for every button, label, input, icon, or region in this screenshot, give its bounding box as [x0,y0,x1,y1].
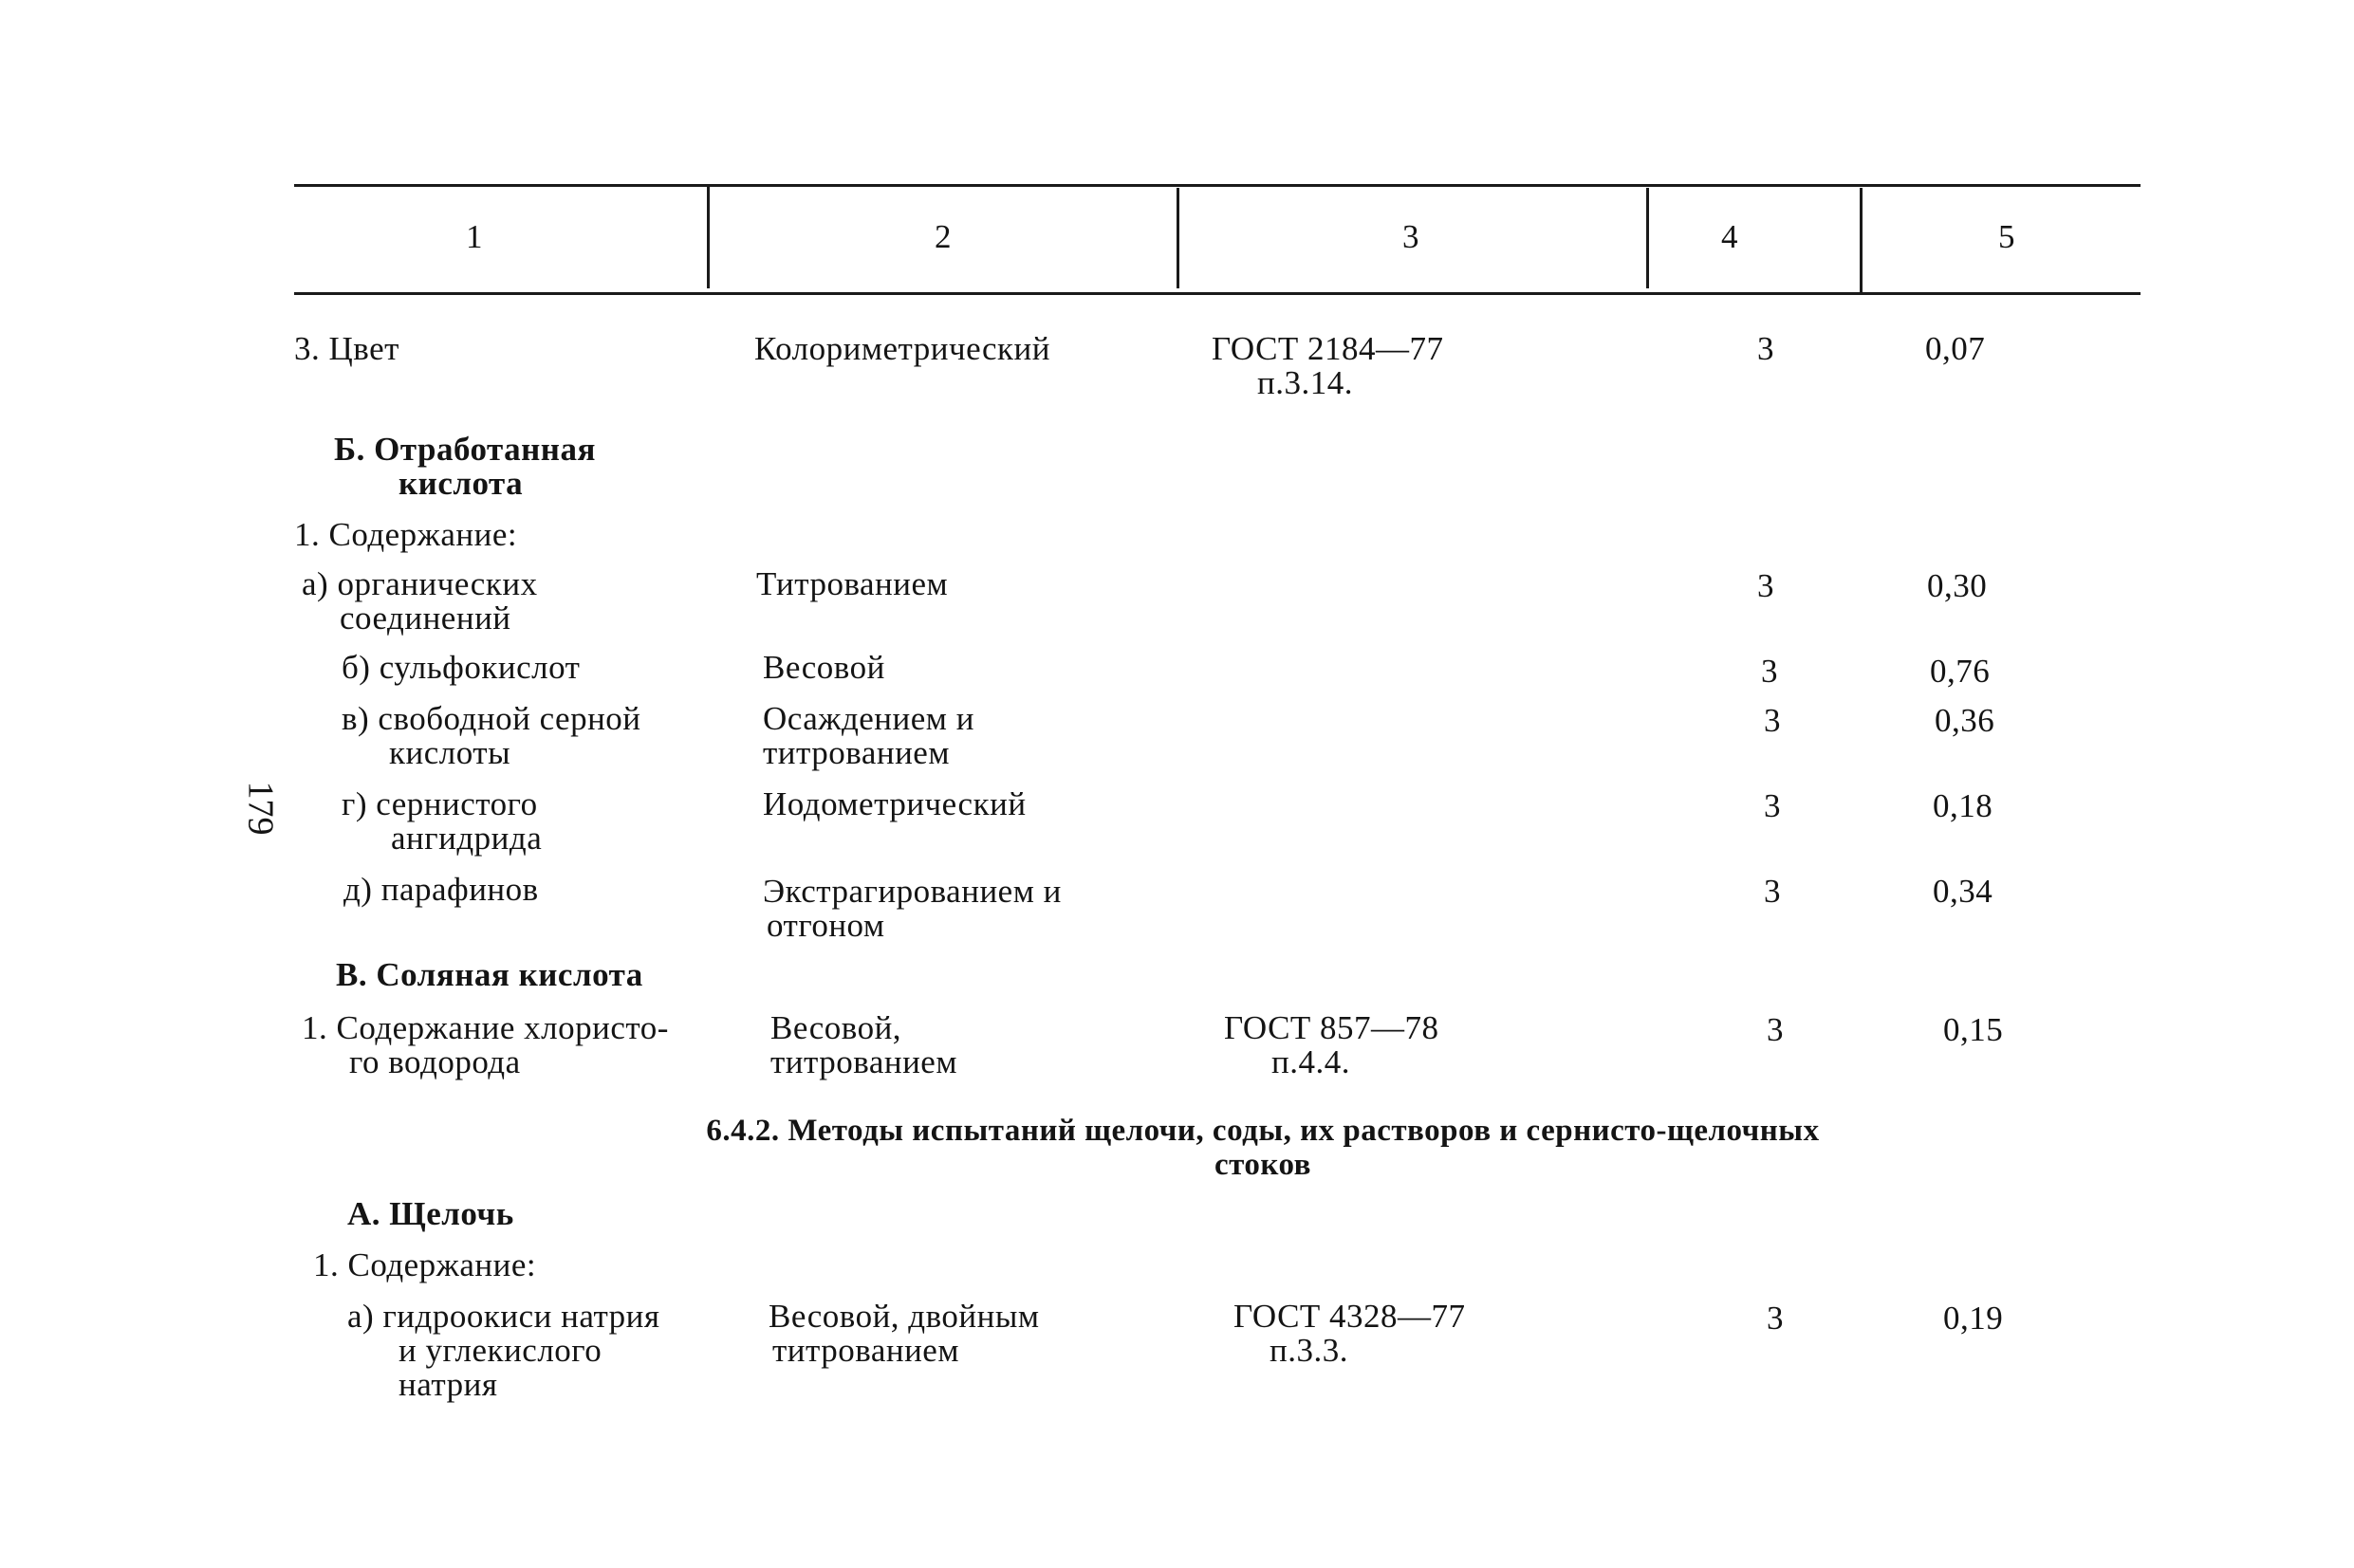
row-naoh-gost: ГОСТ 4328—77 [1233,1298,1466,1335]
row-paraffin-method-cont: отгоном [767,907,885,944]
row-sulfuric-name: в) свободной серной [342,700,641,737]
section-alkali-item1: 1. Содержание: [313,1246,537,1283]
row-anhydride-name: г) сернистого [342,785,538,822]
row-sulfo-col4: 3 [1761,653,1778,690]
header-col-4: 4 [1721,218,1738,255]
table-top-rule [294,184,2141,187]
row-sulfuric-col4: 3 [1764,702,1781,739]
subsection-heading: 6.4.2. Методы испытаний щелочи, соды, их растворов и сернисто-щелочных [706,1114,1820,1148]
header-col-1: 1 [466,218,483,255]
row-naoh-name-cont2: натрия [399,1366,498,1403]
row-color-method: Колориметрический [754,330,1050,367]
row-color-name: 3. Цвет [294,330,399,367]
subsection-heading-cont: стоков [1214,1148,1311,1182]
row-sulfuric-method-cont: титрованием [763,734,950,771]
row-organic-method: Титрованием [756,565,949,602]
header-col-2: 2 [935,218,952,255]
page-number: 179 [240,781,281,836]
row-paraffin-col4: 3 [1764,873,1781,910]
row-hcl-method-cont: титрованием [770,1043,957,1080]
row-anhydride-col4: 3 [1764,787,1781,824]
row-hcl-method: Весовой, [770,1009,902,1046]
header-col-3: 3 [1402,218,1419,255]
row-organic-col4: 3 [1757,567,1774,604]
section-v-title: В. Соляная кислота [336,956,643,993]
column-divider-2 [1177,188,1179,288]
row-hcl-gost-clause: п.4.4. [1271,1043,1350,1080]
row-naoh-col4: 3 [1767,1300,1784,1337]
row-naoh-method-cont: титрованием [772,1332,959,1369]
column-divider-3 [1646,188,1649,288]
column-divider-1 [707,186,710,288]
row-hcl-name: 1. Содержание хлористо- [302,1009,669,1046]
section-b-title: Б. Отработанная [334,431,596,468]
row-paraffin-method: Экстрагированием и [763,873,1062,910]
row-color-col4: 3 [1757,330,1774,367]
row-anhydride-name-cont: ангидрида [391,820,543,857]
column-divider-4 [1860,188,1863,292]
row-naoh-gost-clause: п.3.3. [1270,1332,1348,1369]
table-header-bottom-rule [294,292,2141,295]
row-naoh-method: Весовой, двойным [769,1298,1040,1335]
section-alkali-title: А. Щелочь [347,1195,514,1232]
row-organic-name-cont: соединений [340,600,511,636]
row-hcl-name-cont: го водорода [349,1043,521,1080]
row-sulfuric-col5: 0,36 [1935,702,1995,739]
header-col-5: 5 [1998,218,2015,255]
row-naoh-name: а) гидроокиси натрия [347,1298,660,1335]
row-sulfo-col5: 0,76 [1930,653,1991,690]
row-sulfo-method: Весовой [763,649,885,686]
row-color-gost: ГОСТ 2184—77 [1212,330,1444,367]
row-paraffin-name: д) парафинов [343,871,539,908]
row-sulfo-name: б) сульфокислот [342,649,581,686]
row-paraffin-col5: 0,34 [1933,873,1993,910]
row-color-col5: 0,07 [1925,330,1986,367]
row-anhydride-method: Иодометрический [763,785,1027,822]
row-sulfuric-method: Осаждением и [763,700,974,737]
section-b-item1: 1. Содержание: [294,516,518,553]
section-b-title-cont: кислота [399,465,524,502]
row-naoh-col5: 0,19 [1943,1300,2004,1337]
row-organic-col5: 0,30 [1927,567,1988,604]
row-naoh-name-cont: и углекислого [399,1332,602,1369]
row-hcl-col4: 3 [1767,1011,1784,1048]
row-color-gost-clause: п.3.14. [1257,364,1353,401]
row-hcl-gost: ГОСТ 857—78 [1224,1009,1439,1046]
row-hcl-col5: 0,15 [1943,1011,2004,1048]
row-sulfuric-name-cont: кислоты [389,734,511,771]
row-organic-name: а) органических [302,565,538,602]
row-anhydride-col5: 0,18 [1933,787,1993,824]
